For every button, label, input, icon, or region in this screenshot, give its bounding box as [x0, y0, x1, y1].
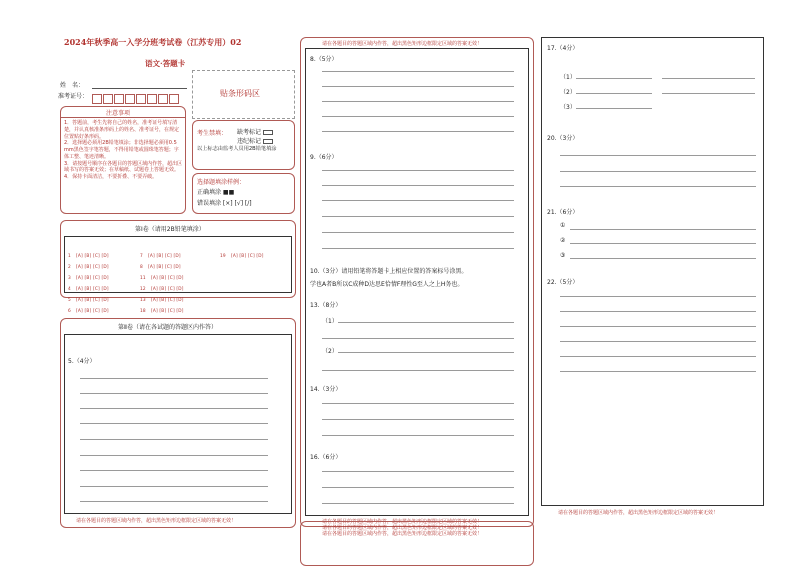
page-title: 2024年秋季高一入学分班考试卷（江苏专用）02: [64, 37, 242, 47]
q17-line[interactable]: [576, 78, 652, 79]
q21-line[interactable]: [570, 229, 756, 230]
q10-label: 10.（3分）请用铅笔将答题卡上相应位置的答案标号涂黑。: [310, 268, 468, 275]
q21-c3: ③: [560, 252, 566, 259]
q17-sub2: （2）: [560, 89, 576, 96]
section2-title: 第Ⅱ卷（请在各试题的答题区内作答）: [118, 324, 217, 331]
choice-col-2: 7 [A] [B] [C] [D] 8 [A] [B] [C] [D] 11 [A] [B] [C] [D] 12 [A] [B] [C] [D] 13 [A] [B] [C] [D] 18 [A] [B] [C] [D]: [140, 254, 184, 314]
q21-c1: ①: [560, 222, 566, 229]
q17-label: 17.（4分）: [547, 45, 579, 52]
middle-warning-bottom-1: 请在各题目的答题区域内作答，超出黑色矩形边框限定区域的答案无效！: [322, 519, 483, 525]
q13-line[interactable]: [322, 370, 514, 371]
notes-title: 注意事项: [106, 110, 131, 117]
page-subtitle: 语文·答题卡: [145, 59, 186, 68]
q13-line[interactable]: [322, 338, 514, 339]
note-item: 1．答题前，考生先将自己的姓名，准考证号填写清楚，并认真核准条形码上的姓名、准考证号，在规定位置贴好条形码。: [64, 120, 180, 140]
q13-sub2: （2）: [322, 348, 338, 355]
absent-checkbox[interactable]: [263, 130, 273, 135]
sample-correct: 正确填涂 ■■: [197, 189, 235, 196]
section2-warning: 请在各题目的答题区域内作答，超出黑色矩形边框限定区域的答案无效！: [76, 518, 237, 524]
q17-line[interactable]: [576, 93, 652, 94]
q16-label: 16.（6分）: [310, 454, 342, 461]
q21-label: 21.（6分）: [547, 209, 579, 216]
choice-col-1: 1 [A] [B] [C] [D] 2 [A] [B] [C] [D] 3 [A] [B] [C] [D] 4 [A] [B] [C] [D] 5 [A] [B] [C] [D] 6 [A] [B] [C] [D]: [68, 254, 109, 314]
q14-label: 14.（3分）: [310, 386, 342, 393]
note-item: 4．保持卡面清洁，不要折叠、不要弄破。: [64, 174, 158, 180]
q10-text: 学也A者B所以C成种D达思E恰情F理性G至人之上H务也。: [310, 281, 464, 288]
barcode-label: 贴条形码区: [220, 89, 260, 98]
q17-sub1: （1）: [560, 74, 576, 81]
extra-warning: 请在各题目的答题区域内作答，超出黑色矩形边框限定区域的答案无效！: [322, 531, 483, 537]
q17-sub3: （3）: [560, 104, 576, 111]
choice-col-3: 19 [A] [B] [C] [D]: [220, 254, 264, 259]
name-label: 姓 名：: [60, 82, 85, 89]
q17-line[interactable]: [662, 93, 755, 94]
exam-no-label: 准考证号：: [58, 93, 89, 100]
status-note: 以上标志由监考人员用2B铅笔填涂: [197, 146, 277, 152]
note-item: 3．请按题号顺序在各题目的答题区域内作答，超出区域书写的答案无效；在草稿纸、试题卷上答题无效。: [64, 160, 183, 174]
sample-wrong: 错误填涂 [×] [√] [/]: [197, 200, 252, 207]
q13-line[interactable]: [338, 352, 514, 353]
q5-label: 5.（4分）: [68, 358, 96, 365]
status-label: 考生禁填：: [197, 130, 228, 137]
section1-title: 第Ⅰ卷（请用2B铅笔填涂）: [135, 226, 205, 233]
q17-line[interactable]: [662, 78, 755, 79]
notes-list: [64, 120, 183, 181]
middle-warning-top: 请在各题目的答题区域内作答，超出黑色矩形边框限定区域的答案无效！: [322, 41, 483, 47]
note-item: 2．选择题必须用2B铅笔填涂；非选择题必须用0.5 mm黑色签字笔答题，不得用铅笔或圆珠笔答题；字体工整、笔迹清晰。: [64, 140, 179, 160]
q20-label: 20.（3分）: [547, 135, 579, 142]
q21-c2: ②: [560, 237, 566, 244]
violation-checkbox[interactable]: [263, 139, 273, 144]
sample-title: 选择题填涂样例：: [197, 179, 246, 186]
q8-label: 8.（5分）: [310, 56, 338, 63]
q9-label: 9.（6分）: [310, 154, 338, 161]
q17-line[interactable]: [576, 108, 652, 109]
q5-box: [64, 334, 292, 514]
middle-warning-bottom-2: 请在各题目的答题区域内作答，超出黑色矩形边框限定区域的答案无效！: [322, 525, 483, 531]
q13-sub1: （1）: [322, 318, 338, 325]
extra-panel: [300, 521, 534, 566]
right-warning: 请在各题目的答题区域内作答，超出黑色矩形边框限定区域的答案无效！: [558, 510, 719, 516]
q21-line[interactable]: [570, 258, 756, 259]
absent-label: 缺考标记: [237, 127, 273, 136]
q13-label: 13.（8分）: [310, 302, 342, 309]
q22-label: 22.（5分）: [547, 279, 579, 286]
q13-line[interactable]: [338, 322, 514, 323]
q21-line[interactable]: [570, 243, 756, 244]
violation-label: 违纪标记: [237, 136, 273, 145]
